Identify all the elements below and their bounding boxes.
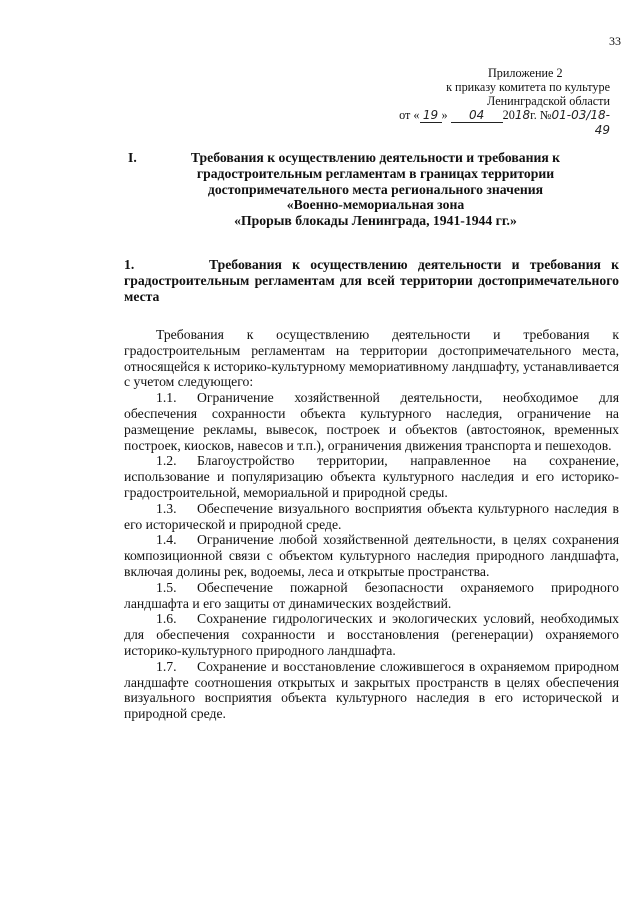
section-title-line: «Военно-мемориальная зона <box>286 197 465 213</box>
subsection-number: 1. <box>124 257 135 272</box>
section-heading <box>128 150 568 229</box>
item-text: Сохранение гидрологических и экологических условий, необходимых для обеспечения сохранности и восстановления (регенерации) охраняемого историко-культурного природного ландшафта. <box>124 611 619 658</box>
list-item <box>124 453 619 500</box>
handwritten-order-number: 01-03/18-49 <box>551 108 610 137</box>
list-item <box>124 659 619 722</box>
section-title <box>183 150 568 229</box>
attachment-region-line: Ленинградской области <box>487 94 610 108</box>
intro-paragraph: Требования к осуществлению деятельности и требования к градостроительным регламентам на территории достопримечательного места, относящейся к историко-культурному мемориативному ландшафту, устанавливается с учетом следующего: <box>124 327 619 390</box>
list-item <box>124 611 619 658</box>
item-number: 1.3. <box>156 500 177 516</box>
list-item <box>124 532 619 579</box>
attachment-order-line: к приказу комитета по культуре <box>446 80 610 94</box>
item-number: 1.1. <box>156 390 177 406</box>
list-item <box>124 501 619 533</box>
document-body <box>124 327 619 722</box>
item-number: 1.2. <box>156 453 177 469</box>
subsection-title: Требования к осуществлению деятельности и требования к градостроительным регламентам для всей территории достопримечательного места <box>124 257 619 304</box>
item-number: 1.4. <box>156 532 177 548</box>
item-text: Обеспечение визуального восприятия объекта культурного наследия в его исторической и природной среде. <box>124 500 619 532</box>
item-text: Ограничение любой хозяйственной деятельности, в целях сохранения композиционной связи с объектом культурного наследия природного ландшафта, включая долины рек, водоемы, леса и открытые пространства. <box>124 532 619 579</box>
item-number: 1.6. <box>156 611 177 627</box>
section-title-line: Требования к осуществлению деятельности и требования к <box>190 150 561 165</box>
subsection-heading <box>124 257 619 304</box>
page-number: 33 <box>609 34 621 48</box>
item-number: 1.5. <box>156 579 177 595</box>
item-text: Благоустройство территории, направленное на сохранение, использование и популяризацию объекта культурного наследия и его историко-градостроительной, мемориальной и природной среды. <box>124 453 619 500</box>
item-text: Ограничение хозяйственной деятельности, необходимое для обеспечения сохранности объекта культурного наследия, ограничение на размещение рекламы, вывесок, построек и объектов (автостоянок, временных построек, киосков, навесов и т.п.), ограничения движения транспорта и пешеходов. <box>124 390 619 453</box>
list-item <box>124 580 619 612</box>
item-text: Обеспечение пожарной безопасности охраняемого природного ландшафта и его защиты от динамических воздействий. <box>124 579 619 611</box>
attachment-block <box>390 66 610 137</box>
section-title-line: «Прорыв блокады Ленинграда, 1941-1944 гг.» <box>234 213 517 229</box>
section-title-line: градостроительным регламентам в границах территории <box>196 165 555 181</box>
attachment-date-line: от « 19 » 04 2018г. №01-03/18-49 <box>399 108 610 137</box>
section-number: I. <box>128 150 137 165</box>
item-text: Сохранение и восстановление сложившегося в охраняемом природном ландшафте соотношения открытых и закрытых пространств в целях обеспечения визуального восприятия объекта культурного наследия в его исторической и природной среде. <box>124 658 619 722</box>
handwritten-year: 18 <box>514 108 531 122</box>
handwritten-month: 04 <box>451 108 503 123</box>
section-title-line: достопримечательного места регионального значения <box>207 181 544 197</box>
item-number: 1.7. <box>156 658 177 674</box>
list-item <box>124 390 619 453</box>
attachment-title: Приложение 2 <box>488 66 563 80</box>
handwritten-day: 19 <box>420 108 442 123</box>
